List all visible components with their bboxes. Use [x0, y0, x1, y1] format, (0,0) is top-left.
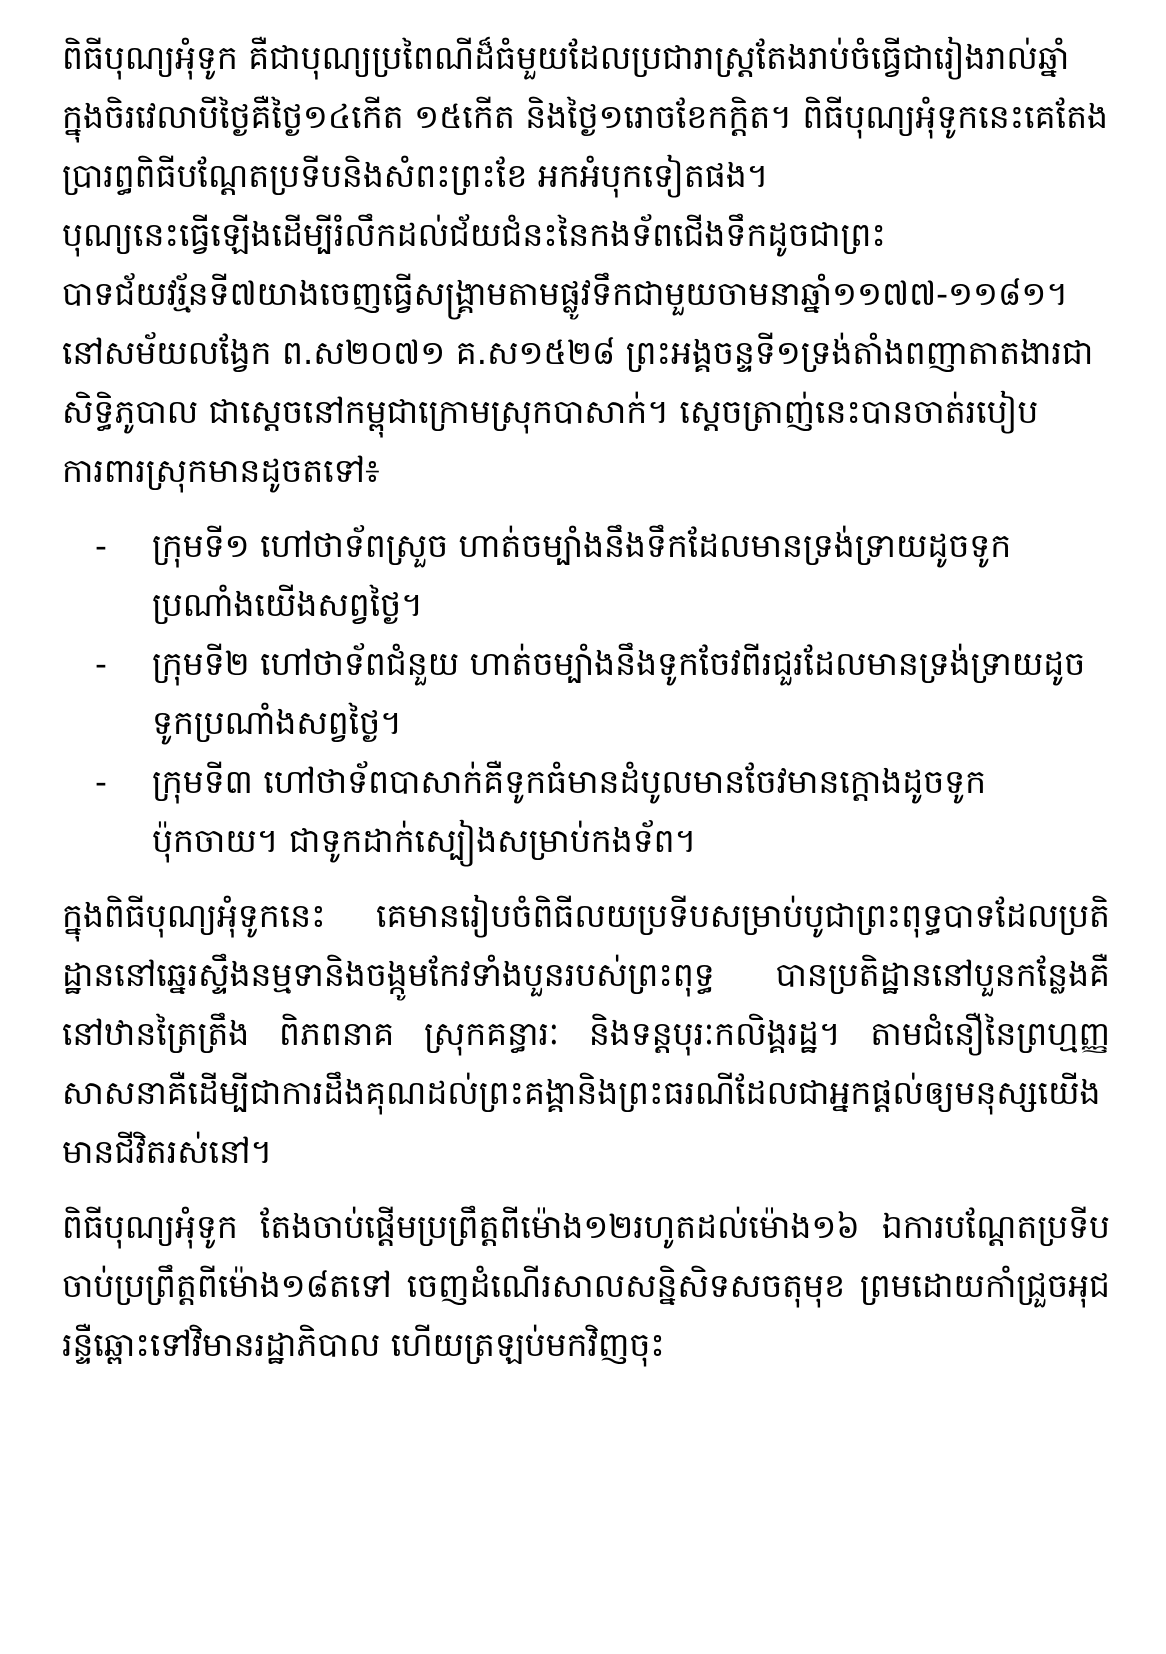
paragraph-schedule: ពិធីបុណ្យអុំទូក តែងចាប់ផ្ដើមប្រព្រឹត្តពីម៉ោង១២រហូតដល់ម៉ោង១៦ ឯការបណ្ដែតប្រទីបចាប់ប្រព្រឹត្តពីម៉ោង១៨តទៅ ចេញដំណើរសាលសន្និសិទសចតុមុខ ព្រមដោយកាំជ្រួចអុជរន្ទឺឆ្ពោះទៅវិមានរដ្ឋាភិបាល ហើយត្រឡប់មកវិញចុះ [62, 1207, 1110, 1364]
list-item-text: ក្រុមទី២ ហៅថាទ័ពជំនួយ ហាត់ចម្បាំងនឹងទូកចែវពីរជួរដែលមានទ្រង់ទ្រាយដូចទូកប្រណាំងសព្វថ្ងៃ។ [152, 644, 1086, 742]
bullet-marker: - [95, 762, 107, 801]
document-page [62, 28, 1110, 1638]
fleet-list [62, 516, 1110, 870]
bullet-marker: - [95, 644, 107, 683]
paragraph-origin: បុណ្យនេះធ្វើឡើងដើម្បីរំលឹកដល់ជ័យជំនះនៃកងទ័ពជើងទឹកដូចជាព្រះបាទជ័យវរ្ម័នទី៧យាងចេញធ្វើសង្គ្រាមតាមផ្លូវទឹកជាមួយចាមនាឆ្នាំ១១៧៧-១១៨១។ [62, 215, 1069, 313]
list-item [62, 634, 1110, 752]
paragraph-history: នៅសម័យលង្វែក ព.ស២០៧១ គ.ស១៥២៨ ព្រះអង្គចន្ទទី១ទ្រង់តាំងពញាតាតងារជាសិទ្ធិភូបាល ជាស្ដេចនៅកម្ពុជាក្រោមស្រុកបាសាក់។ ស្ដេចត្រាញ់នេះបានចាត់របៀបការពារស្រុកមានដូចតទៅ៖ [62, 333, 1094, 490]
list-item [62, 516, 1110, 634]
list-item-text: ក្រុមទី៣ ហៅថាទ័ពបាសាក់គឺទូកធំមានដំបូលមានចែវមានក្ដោងដូចទូកប៉ុកចាយ។ ជាទូកដាក់ស្បៀងសម្រាប់កងទ័ព។ [152, 762, 987, 860]
list-item-text: ក្រុមទី១ ហៅថាទ័ពស្រួច ហាត់ចម្បាំងនឹងទឹកដែលមានទ្រង់ទ្រាយដូចទូកប្រណាំងយើងសព្វថ្ងៃ។ [152, 526, 1012, 624]
bullet-marker: - [95, 526, 107, 565]
paragraph-intro: ពិធីបុណ្យអុំទូក គឺជាបុណ្យប្រពៃណីដ៏ធំមួយដែលប្រជារាស្ត្រតែងរាប់ចំធ្វើជារៀងរាល់ឆ្នាំ ក្នុងចិរវេលាបីថ្ងៃគឺថ្ងៃ១៤កើត ១៥កើត និងថ្ងៃ១រោចខែកក្ដិត។ ពិធីបុណ្យអុំទូកនេះគេតែងប្រារព្ធពិធីបណ្ដែតប្រទីបនិងសំពះព្រះខែ អកអំបុកទៀតផង។ [62, 38, 1108, 195]
list-item [62, 752, 1110, 870]
paragraph-ceremony: ក្នុងពិធីបុណ្យអុំទូកនេះ គេមានរៀបចំពិធីលយប្រទីបសម្រាប់បូជាព្រះពុទ្ធបាទដែលប្រតិដ្ឋាននៅឆ្នេរស្ទឹងនម្មទានិងចង្កូមកែវទាំងបួនរបស់ព្រះពុទ្ធ បានប្រតិដ្ឋាននៅបួនកន្លែងគឺ នៅឋានត្រៃត្រឹង ពិភពនាគ ស្រុកគន្ធារៈ និងទន្តបុរៈកលិង្គរដ្ឋ។ តាមជំនឿនៃព្រហ្មញ្ញសាសនាគឺដើម្បីជាការដឹងគុណដល់ព្រះគង្គានិងព្រះធរណីដែលជាអ្នកផ្ដល់ឲ្យមនុស្សយើងមានជីវិតរស់នៅ។ [62, 896, 1110, 1171]
